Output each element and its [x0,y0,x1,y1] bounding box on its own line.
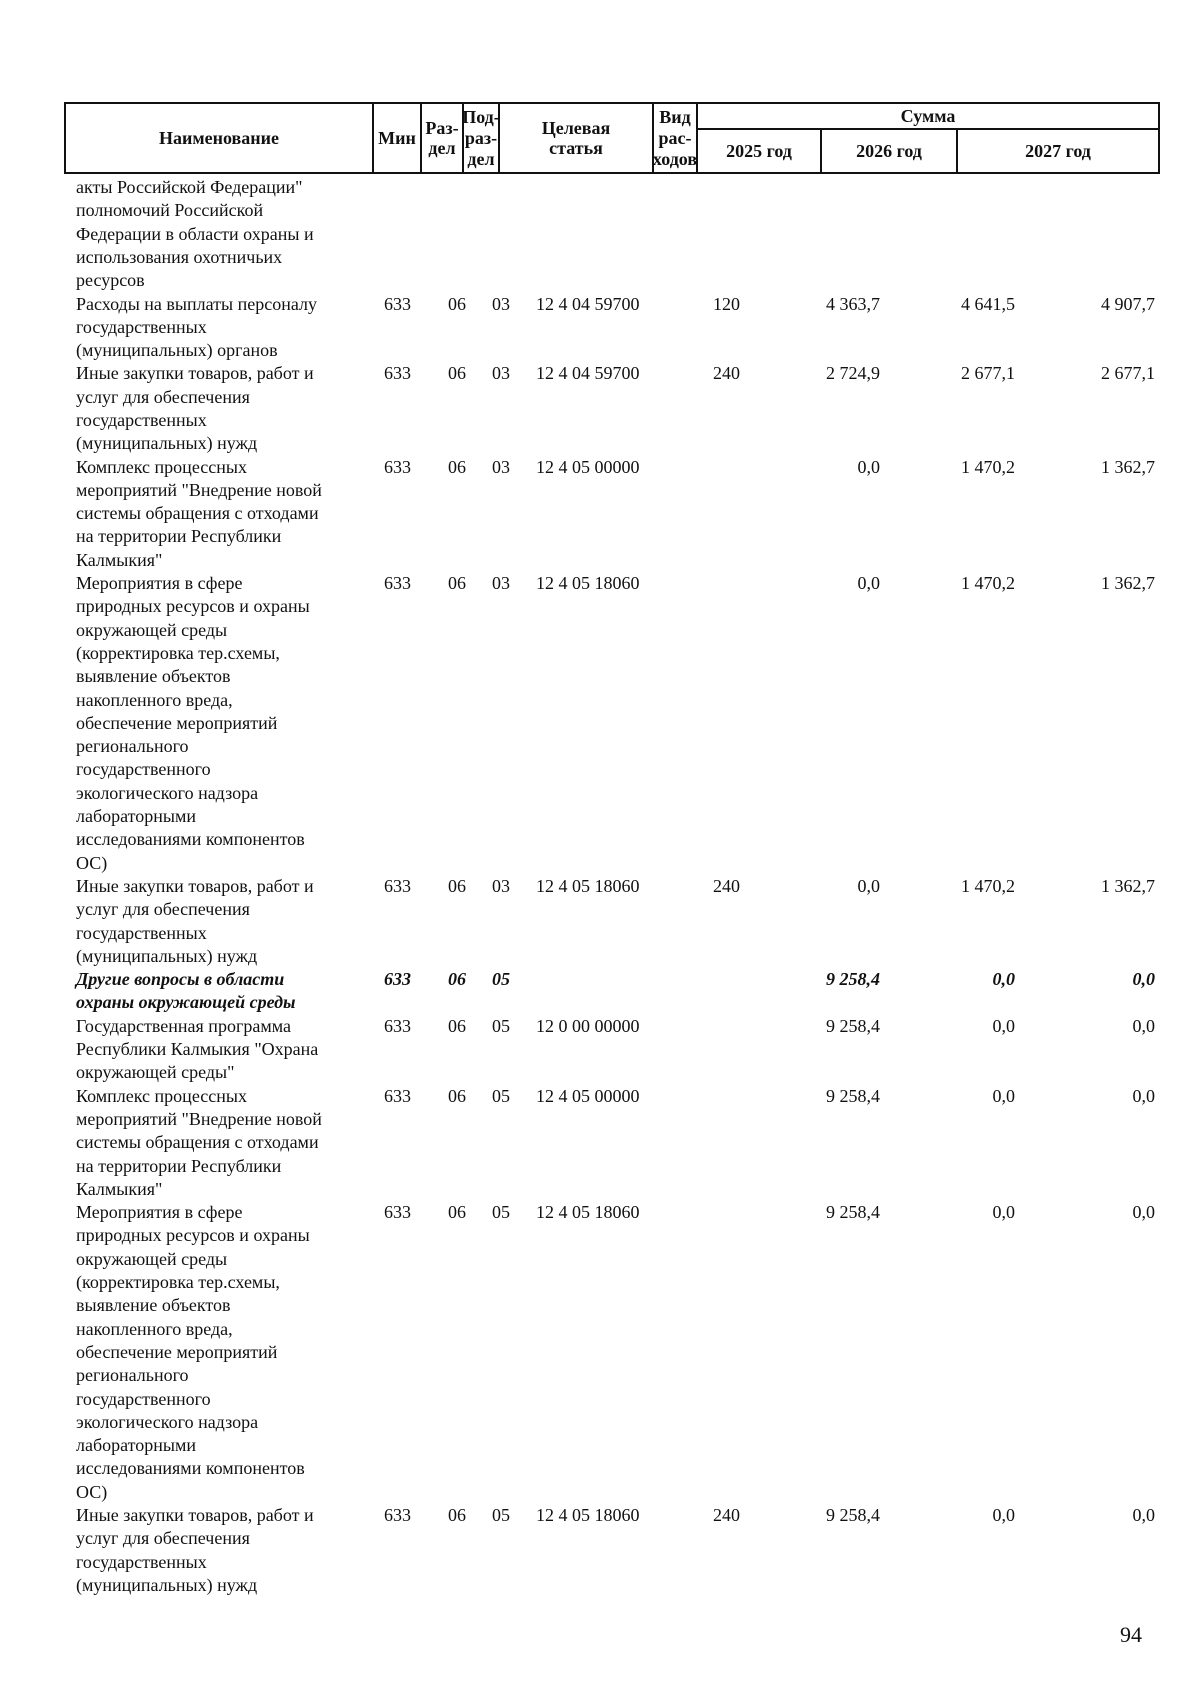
row-celevaya-statya: 12 4 05 18060 [536,1202,640,1223]
row-sum-2027: 0,0 [1132,969,1155,990]
row-razdel: 06 [448,1085,466,1106]
row-sum-2026: 0,0 [992,1505,1015,1526]
row-sum-2027: 1 362,7 [1101,573,1155,594]
row-vid-rashodov: 240 [713,1505,740,1526]
row-name: Расходы на выплаты персоналу государственных (муниципальных) органов [76,293,317,361]
row-sum-2027: 1 362,7 [1101,875,1155,896]
row-sum-2027: 2 677,1 [1101,363,1155,384]
row-sum-2025: 9 258,4 [826,1085,880,1106]
table-header [64,102,1160,174]
page-number: 94 [1120,1622,1142,1647]
table-row [0,1201,1200,1504]
table-row [0,875,1200,968]
row-vid-rashodov: 120 [713,293,740,314]
row-celevaya-statya: 12 4 04 59700 [536,363,640,384]
row-sum-2025: 9 258,4 [826,1015,880,1036]
header-2025: 2025 год [726,141,792,161]
table-row [0,1085,1200,1202]
row-razdel: 06 [448,1015,466,1036]
row-razdel: 06 [448,1505,466,1526]
row-name: Иные закупки товаров, работ и услуг для обеспечения государственных (муниципальных) нужд [76,363,314,454]
row-name: Комплекс процессных мероприятий "Внедрение новой системы обращения с отходами на территории Республики Калмыкия" [76,1085,322,1199]
row-vid-rashodov: 240 [713,875,740,896]
row-min: 633 [384,875,411,896]
row-razdel: 06 [448,293,466,314]
row-name: Государственная программа Республики Калмыкия "Охрана окружающей среды" [76,1015,319,1083]
row-sum-2026: 0,0 [992,969,1015,990]
row-min: 633 [384,969,411,990]
table-row [0,572,1200,875]
table-row [0,968,1200,1015]
row-sum-2027: 0,0 [1132,1202,1155,1223]
row-podrazdel: 05 [492,1015,510,1036]
header-name: Наименование [159,128,279,148]
row-name: Иные закупки товаров, работ и услуг для обеспечения государственных (муниципальных) нужд [76,1505,314,1595]
row-sum-2026: 1 470,2 [961,875,1015,896]
row-sum-2026: 4 641,5 [961,293,1015,314]
row-name: Мероприятия в сфере природных ресурсов и охраны окружающей среды (корректировка тер.схемы, выявление объектов накопленного вреда, обеспечение мероприятий регионального государственного экологического надзора лабораторными исследованиями компонентов ОС) [76,573,310,873]
row-sum-2027: 0,0 [1132,1505,1155,1526]
row-razdel: 06 [448,969,466,990]
row-min: 633 [384,1015,411,1036]
row-podrazdel: 05 [492,969,510,990]
row-razdel: 06 [448,573,466,594]
row-sum-2026: 0,0 [992,1085,1015,1106]
row-razdel: 06 [448,363,466,384]
row-sum-2026: 0,0 [992,1202,1015,1223]
table-row [0,362,1200,455]
row-celevaya-statya: 12 4 05 18060 [536,875,640,896]
table-row [0,176,1200,293]
row-min: 633 [384,1202,411,1223]
table-row [0,293,1200,363]
row-sum-2025: 9 258,4 [826,1202,880,1223]
row-podrazdel: 03 [492,363,510,384]
row-sum-2026: 2 677,1 [961,363,1015,384]
row-name: Другие вопросы в области охраны окружающей среды [76,969,296,1013]
row-sum-2025: 0,0 [857,875,880,896]
header-2027: 2027 год [1025,141,1091,161]
row-sum-2025: 2 724,9 [826,363,880,384]
table-row [0,1015,1200,1085]
row-celevaya-statya: 12 4 05 00000 [536,456,640,477]
header-vid: Вид рас- ходов [652,106,698,169]
header-podrazdel: Под- раз- дел [462,106,500,169]
row-sum-2026: 0,0 [992,1015,1015,1036]
header-min: Мин [378,128,416,148]
row-min: 633 [384,573,411,594]
row-min: 633 [384,1505,411,1526]
row-celevaya-statya: 12 4 05 18060 [536,1505,640,1526]
row-name: Мероприятия в сфере природных ресурсов и охраны окружающей среды (корректировка тер.схемы, выявление объектов накопленного вреда, обеспечение мероприятий регионального государственного экологического надзора лабораторными исследованиями компонентов ОС) [76,1202,310,1502]
row-sum-2025: 9 258,4 [826,969,880,990]
row-min: 633 [384,363,411,384]
table-body [0,176,1200,1597]
row-sum-2027: 0,0 [1132,1015,1155,1036]
row-name: Комплекс процессных мероприятий "Внедрение новой системы обращения с отходами на территории Республики Калмыкия" [76,456,322,570]
row-podrazdel: 05 [492,1505,510,1526]
row-vid-rashodov: 240 [713,363,740,384]
row-podrazdel: 05 [492,1202,510,1223]
table-row [0,1504,1200,1597]
row-sum-2025: 4 363,7 [826,293,880,314]
row-celevaya-statya: 12 4 04 59700 [536,293,640,314]
row-razdel: 06 [448,456,466,477]
row-min: 633 [384,293,411,314]
row-sum-2026: 1 470,2 [961,573,1015,594]
row-sum-2026: 1 470,2 [961,456,1015,477]
row-razdel: 06 [448,1202,466,1223]
header-razdel: Раз- дел [425,118,459,158]
row-razdel: 06 [448,875,466,896]
row-name: Иные закупки товаров, работ и услуг для обеспечения государственных (муниципальных) нужд [76,875,314,966]
row-celevaya-statya: 12 0 00 00000 [536,1015,640,1036]
row-celevaya-statya: 12 4 05 00000 [536,1085,640,1106]
row-podrazdel: 03 [492,875,510,896]
row-podrazdel: 03 [492,293,510,314]
row-sum-2025: 9 258,4 [826,1505,880,1526]
row-podrazdel: 05 [492,1085,510,1106]
header-2026: 2026 год [856,141,922,161]
row-min: 633 [384,456,411,477]
row-min: 633 [384,1085,411,1106]
row-podrazdel: 03 [492,573,510,594]
header-summa: Сумма [900,106,956,126]
row-celevaya-statya: 12 4 05 18060 [536,573,640,594]
header-celevaya: Целевая статья [541,118,611,158]
row-podrazdel: 03 [492,456,510,477]
row-name: акты Российской Федерации" полномочий Российской Федерации в области охраны и использования охотничьих ресурсов [76,177,314,291]
row-sum-2027: 0,0 [1132,1085,1155,1106]
row-sum-2025: 0,0 [857,573,880,594]
row-sum-2027: 1 362,7 [1101,456,1155,477]
table-row [0,456,1200,573]
row-sum-2027: 4 907,7 [1101,293,1155,314]
row-sum-2025: 0,0 [857,456,880,477]
